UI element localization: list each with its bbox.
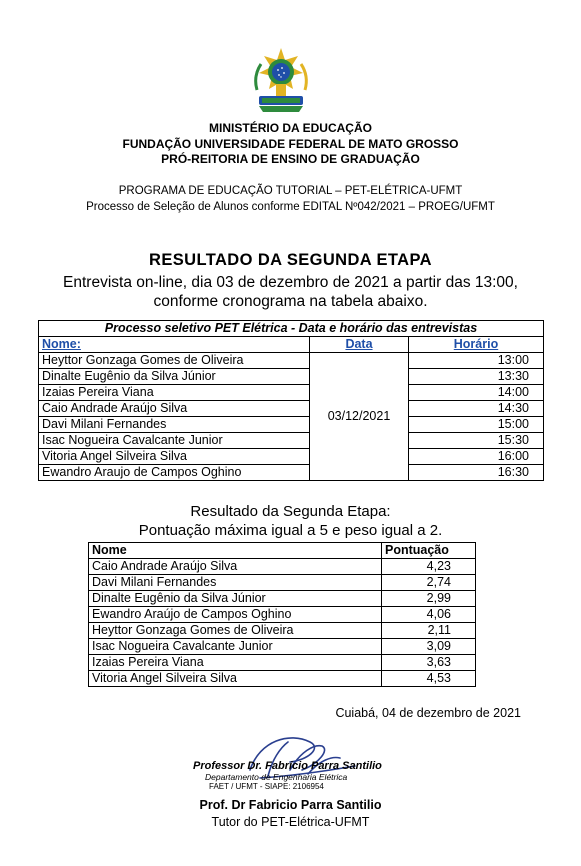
result-heading: Resultado da Segunda Etapa:: [190, 503, 391, 520]
place-and-date: Cuiabá, 04 de dezembro de 2021: [335, 706, 521, 720]
candidate-name: Izaias Pereira Viana: [89, 655, 382, 671]
table-caption: Processo seletivo PET Elétrica - Data e horário das entrevistas: [39, 321, 544, 337]
table-row: [89, 671, 476, 687]
candidate-name: Izaias Pereira Viana: [39, 385, 310, 401]
interview-time: 14:30: [409, 401, 544, 417]
candidate-score: 2,11: [382, 623, 476, 639]
column-header-time: Horário: [409, 337, 544, 353]
table-row: [89, 591, 476, 607]
candidate-name: Heyttor Gonzaga Gomes de Oliveira: [39, 353, 310, 369]
candidate-score: 4,06: [382, 607, 476, 623]
candidate-name: Vitoria Angel Silveira Silva: [89, 671, 382, 687]
subtitle-line-1: Entrevista on-line, dia 03 de dezembro de 2021 a partir das 13:00,: [63, 274, 518, 291]
candidate-name: Caio Andrade Araújo Silva: [39, 401, 310, 417]
table-row: [39, 369, 544, 385]
candidate-score: 3,09: [382, 639, 476, 655]
process-line: Processo de Seleção de Alunos conforme EDITAL Nº042/2021 – PROEG/UFMT: [86, 201, 495, 213]
candidate-name: Dinalte Eugênio da Silva Júnior: [39, 369, 310, 385]
table-row: [89, 655, 476, 671]
candidate-score: 2,99: [382, 591, 476, 607]
column-header-score: Pontuação: [382, 543, 476, 559]
table-caption-row: [39, 321, 544, 337]
interview-time: 14:00: [409, 385, 544, 401]
table-row: [39, 449, 544, 465]
candidate-name: Heyttor Gonzaga Gomes de Oliveira: [89, 623, 382, 639]
table-row: [39, 433, 544, 449]
result-description: Pontuação máxima igual a 5 e peso igual a 2.: [138, 522, 443, 539]
stamp-department: Departamento de Engenharia Elétrica: [205, 772, 348, 782]
candidate-name: Caio Andrade Araújo Silva: [89, 559, 382, 575]
candidate-name: Dinalte Eugênio da Silva Júnior: [89, 591, 382, 607]
signer-role: Tutor do PET-Elétrica-UFMT: [211, 815, 370, 829]
signature-stamp: [193, 760, 382, 791]
table-row: [39, 465, 544, 481]
column-header-name: Nome: [89, 543, 382, 559]
table-row: [89, 575, 476, 591]
foundation-heading: FUNDAÇÃO UNIVERSIDADE FEDERAL DE MATO GROSSO: [122, 137, 459, 151]
candidate-name: Vitoria Angel Silveira Silva: [39, 449, 310, 465]
candidate-name: Davi Milani Fernandes: [39, 417, 310, 433]
candidate-name: Ewandro Araujo de Campos Oghino: [39, 465, 310, 481]
table-row: [39, 385, 544, 401]
table-header-row: [39, 337, 544, 353]
table-row: [39, 401, 544, 417]
interview-time: 16:30: [409, 465, 544, 481]
candidate-name: Isac Nogueira Cavalcante Junior: [39, 433, 310, 449]
column-header-date: Data: [310, 337, 409, 353]
scores-table: [88, 542, 476, 687]
candidate-score: 3,63: [382, 655, 476, 671]
signer-name: Prof. Dr Fabricio Parra Santilio: [199, 798, 382, 812]
interview-time: 15:30: [409, 433, 544, 449]
table-row: [89, 607, 476, 623]
stamp-siape: FAET / UFMT - SIAPE: 2106954: [209, 782, 324, 791]
program-line: PROGRAMA DE EDUCAÇÃO TUTORIAL – PET-ELÉTRICA-UFMT: [118, 185, 463, 197]
candidate-score: 2,74: [382, 575, 476, 591]
table-row: [39, 417, 544, 433]
table-header-row: [89, 543, 476, 559]
candidate-name: Davi Milani Fernandes: [89, 575, 382, 591]
table-row: [89, 639, 476, 655]
page-title: RESULTADO DA SEGUNDA ETAPA: [149, 251, 432, 269]
interview-time: 15:00: [409, 417, 544, 433]
brazil-coat-of-arms-icon: [249, 46, 313, 116]
rectorate-heading: PRÓ-REITORIA DE ENSINO DE GRADUAÇÃO: [161, 152, 420, 166]
interview-time: 16:00: [409, 449, 544, 465]
table-row: [89, 623, 476, 639]
table-row: [39, 353, 544, 369]
interview-schedule-table: [38, 320, 544, 481]
candidate-name: Isac Nogueira Cavalcante Junior: [89, 639, 382, 655]
stamp-name: Professor Dr. Fabrício Parra Santilio: [193, 760, 382, 772]
interview-time: 13:30: [409, 369, 544, 385]
candidate-score: 4,23: [382, 559, 476, 575]
candidate-score: 4,53: [382, 671, 476, 687]
candidate-name: Ewandro Araújo de Campos Oghino: [89, 607, 382, 623]
column-header-name: Nome:: [39, 337, 310, 353]
interview-date: 03/12/2021: [310, 353, 409, 481]
subtitle-line-2: conforme cronograma na tabela abaixo.: [153, 293, 428, 310]
ministry-heading: MINISTÉRIO DA EDUCAÇÃO: [209, 121, 372, 135]
interview-time: 13:00: [409, 353, 544, 369]
table-row: [89, 559, 476, 575]
